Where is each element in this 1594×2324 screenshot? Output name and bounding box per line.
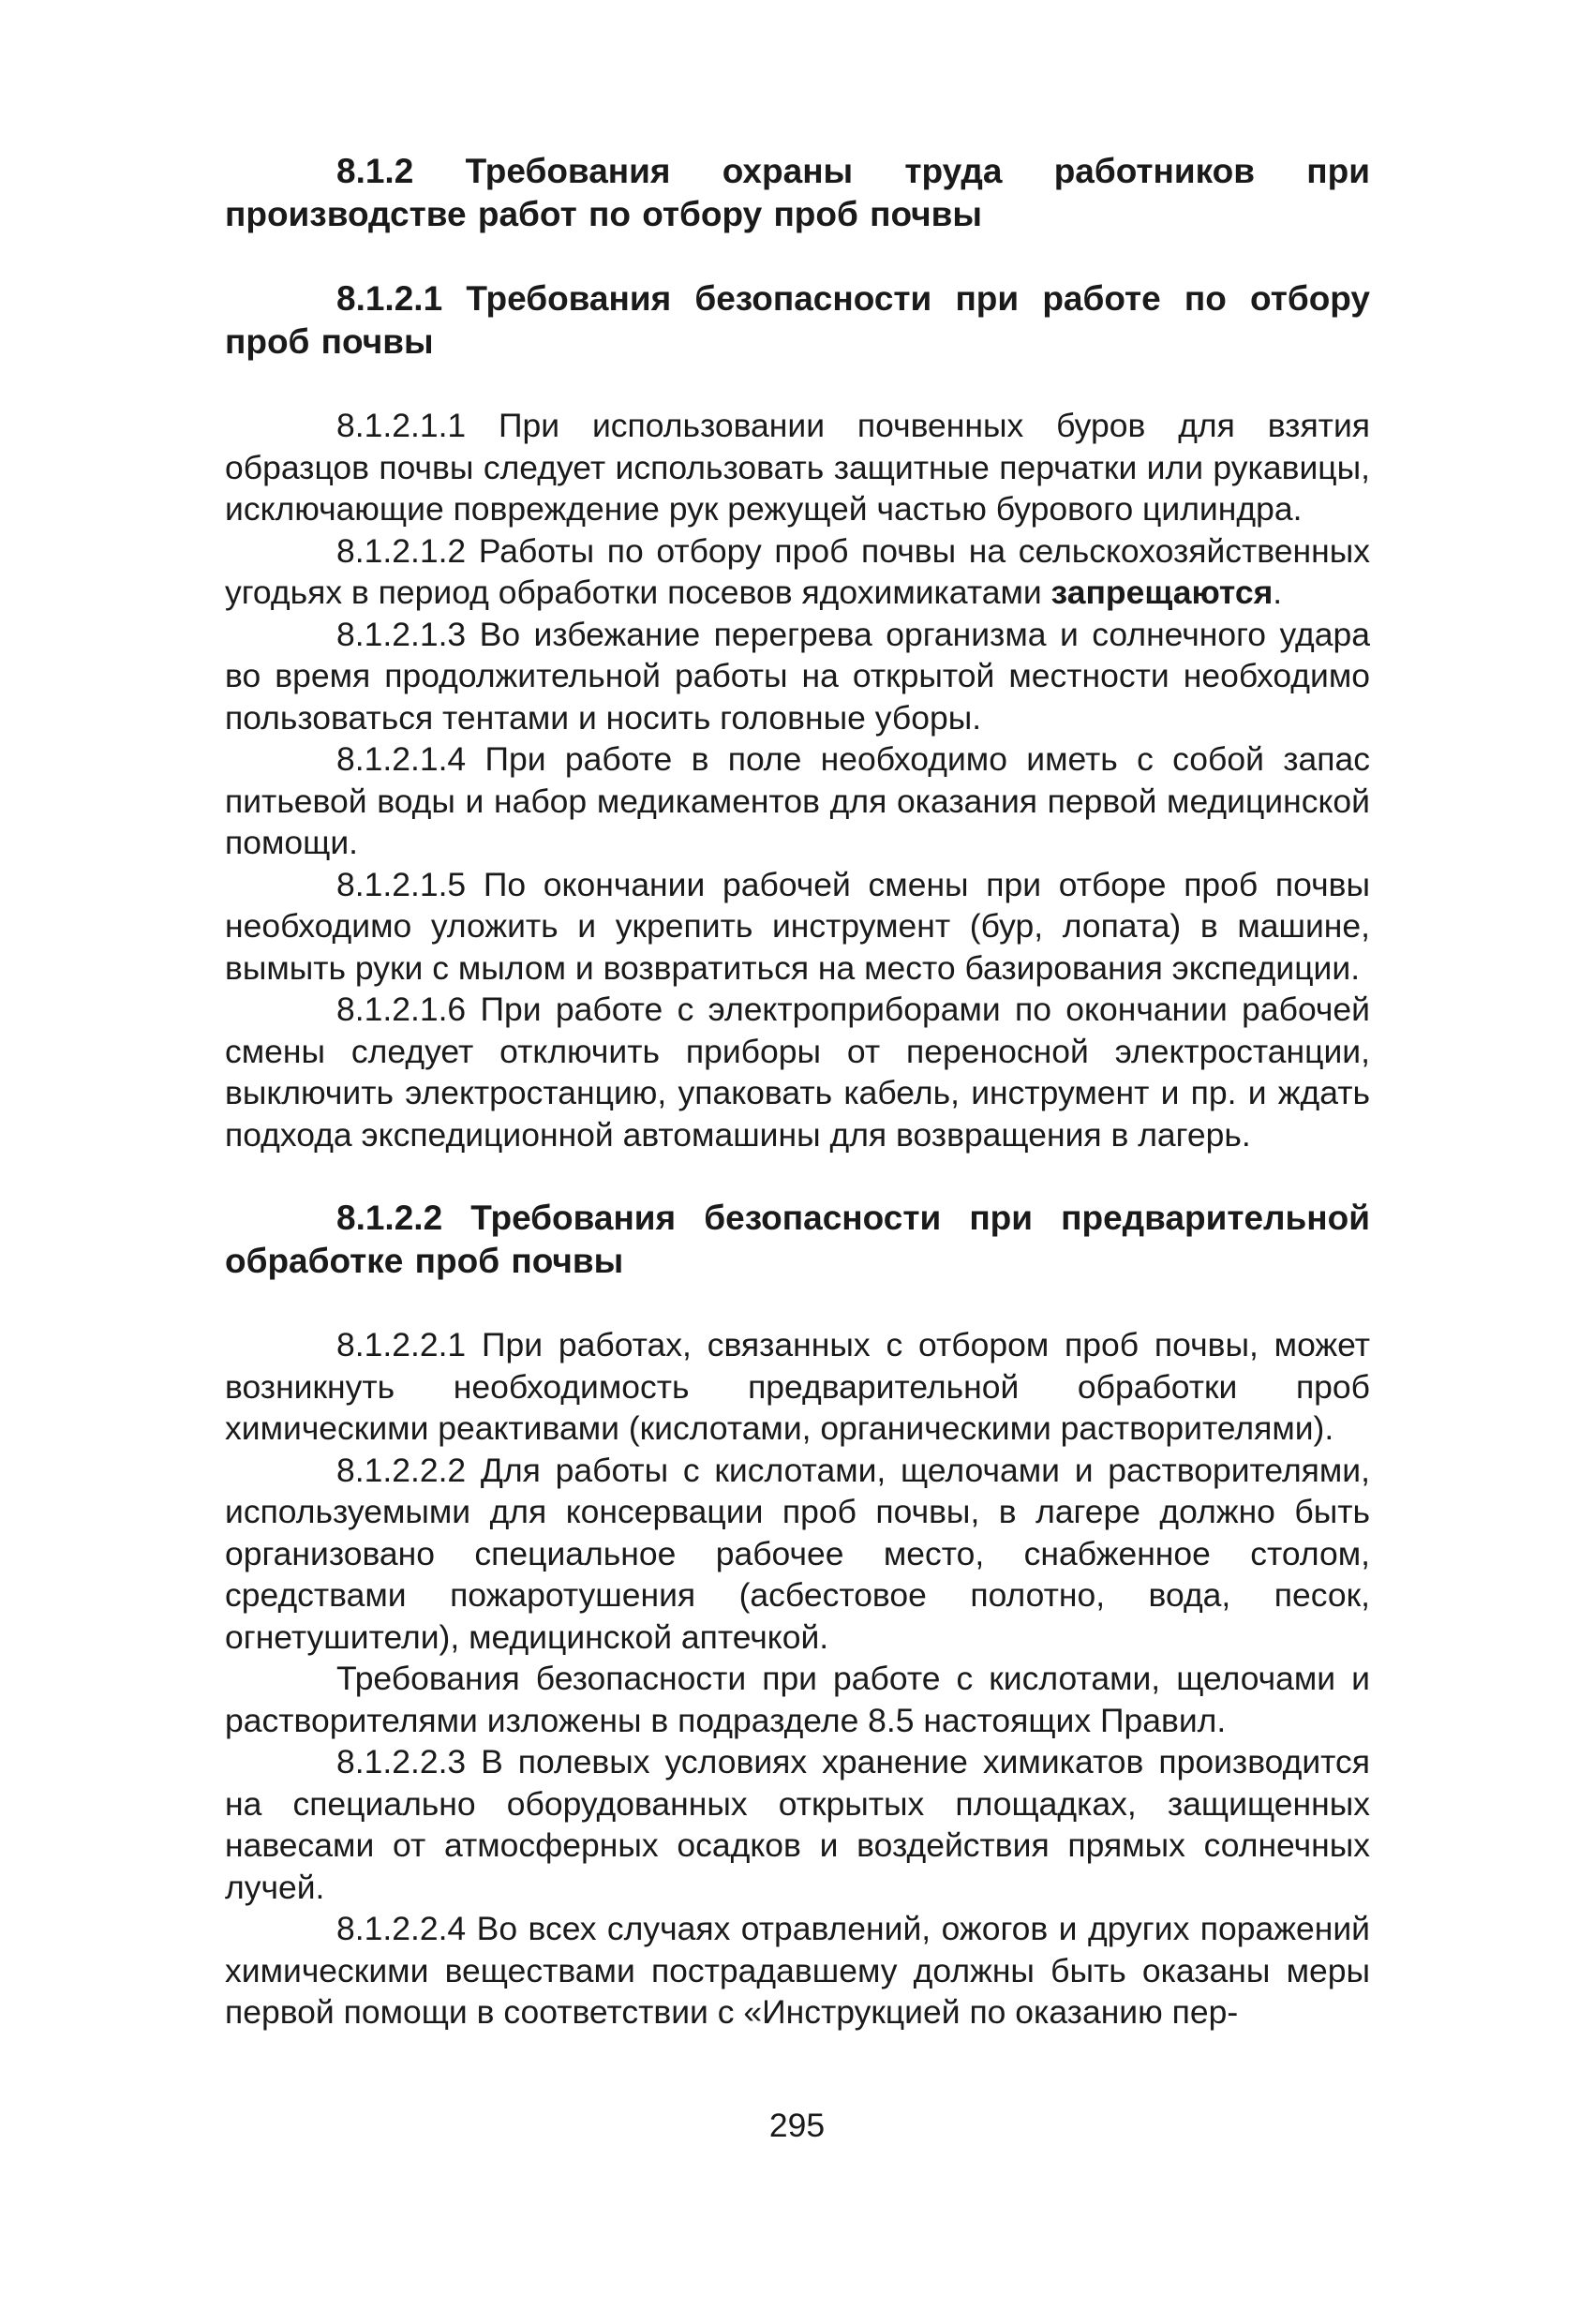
paragraph-8-1-2-1-1: 8.1.2.1.1 При использовании почвенных буров для взятия образцов почвы следует использовать защитные перчатки или рукавицы, исключающие повреждение рук режущей частью бурового цилиндра. bbox=[225, 407, 1370, 528]
paragraph-8-1-2-2-2: 8.1.2.2.2 Для работы с кислотами, щелочами и растворителями, используемыми для консервации проб почвы, в лагере должно быть организовано специальное рабочее место, снабженное столом, средствами пожаротушения (асбестовое полотно, вода, песок, огнетушители), медицинской аптечкой. bbox=[225, 1451, 1370, 1656]
paragraph-8-1-2-1-5: 8.1.2.1.5 По окончании рабочей смены при отборе проб почвы необходимо уложить и укрепить инструмент (бур, лопата) в машине, вымыть руки с мылом и возвратиться на место базирования экспедиции. bbox=[225, 865, 1370, 987]
emphasis-text: запрещаются bbox=[1050, 574, 1274, 611]
paragraph-8-1-2-1-3: 8.1.2.1.3 Во избежание перегрева организма и солнечного удара во время продолжительной работы на открытой местности необходимо пользоваться тентами и носить головные уборы. bbox=[225, 615, 1370, 737]
paragraph-8-1-2-2-1: 8.1.2.2.1 При работах, связанных с отбором проб почвы, может возникнуть необходимость предварительной обработки проб химическими реактивами (кислотами, органическими растворителями). bbox=[225, 1326, 1370, 1447]
page-number: 295 bbox=[768, 2107, 826, 2144]
section-heading-8-1-2: 8.1.2 Требования охраны труда работников при производстве работ по отбору проб почвы bbox=[225, 152, 1370, 233]
paragraph-8-1-2-1-6: 8.1.2.1.6 При работе с электроприборами по окончании рабочей смены следует отключить приборы от переносной электростанции, выключить электростанцию, упаковать кабель, инструмент и пр. и ждать подхода экспедиционной автомашины для возвращения в лагерь. bbox=[225, 991, 1370, 1154]
paragraph-text: 8.1.2.1.2 Работы по отбору проб почвы на сельскохозяйственных угодьях в период обработки посевов ядохимикатами bbox=[225, 531, 1370, 611]
paragraph-8-1-2-1-4: 8.1.2.1.4 При работе в поле необходимо иметь с собой запас питьевой воды и набор медикаментов для оказания первой медицинской помощи. bbox=[225, 740, 1370, 861]
paragraph-requirements-reference: Требования безопасности при работе с кислотами, щелочами и растворителями изложены в подразделе 8.5 настоящих Правил. bbox=[225, 1660, 1370, 1739]
paragraph-8-1-2-2-4: 8.1.2.2.4 Во всех случаях отравлений, ожогов и других поражений химическими веществами пострадавшему должны быть оказаны меры первой помощи в соответствии с «Инструкцией по оказанию пер- bbox=[225, 1910, 1370, 2031]
section-heading-8-1-2-2: 8.1.2.2 Требования безопасности при предварительной обработке проб почвы bbox=[225, 1199, 1370, 1280]
section-spacer bbox=[225, 1155, 1370, 1197]
document-page bbox=[225, 150, 1370, 2034]
section-heading-8-1-2-1: 8.1.2.1 Требования безопасности при работе по отбору проб почвы bbox=[225, 279, 1370, 361]
paragraph-8-1-2-1-2 bbox=[225, 530, 1370, 614]
paragraph-8-1-2-2-3: 8.1.2.2.3 В полевых условиях хранение химикатов производится на специально оборудованных открытых площадках, защищенных навесами от атмосферных осадков и воздействия прямых солнечных лучей. bbox=[225, 1743, 1370, 1906]
paragraph-text: . bbox=[1273, 574, 1283, 611]
